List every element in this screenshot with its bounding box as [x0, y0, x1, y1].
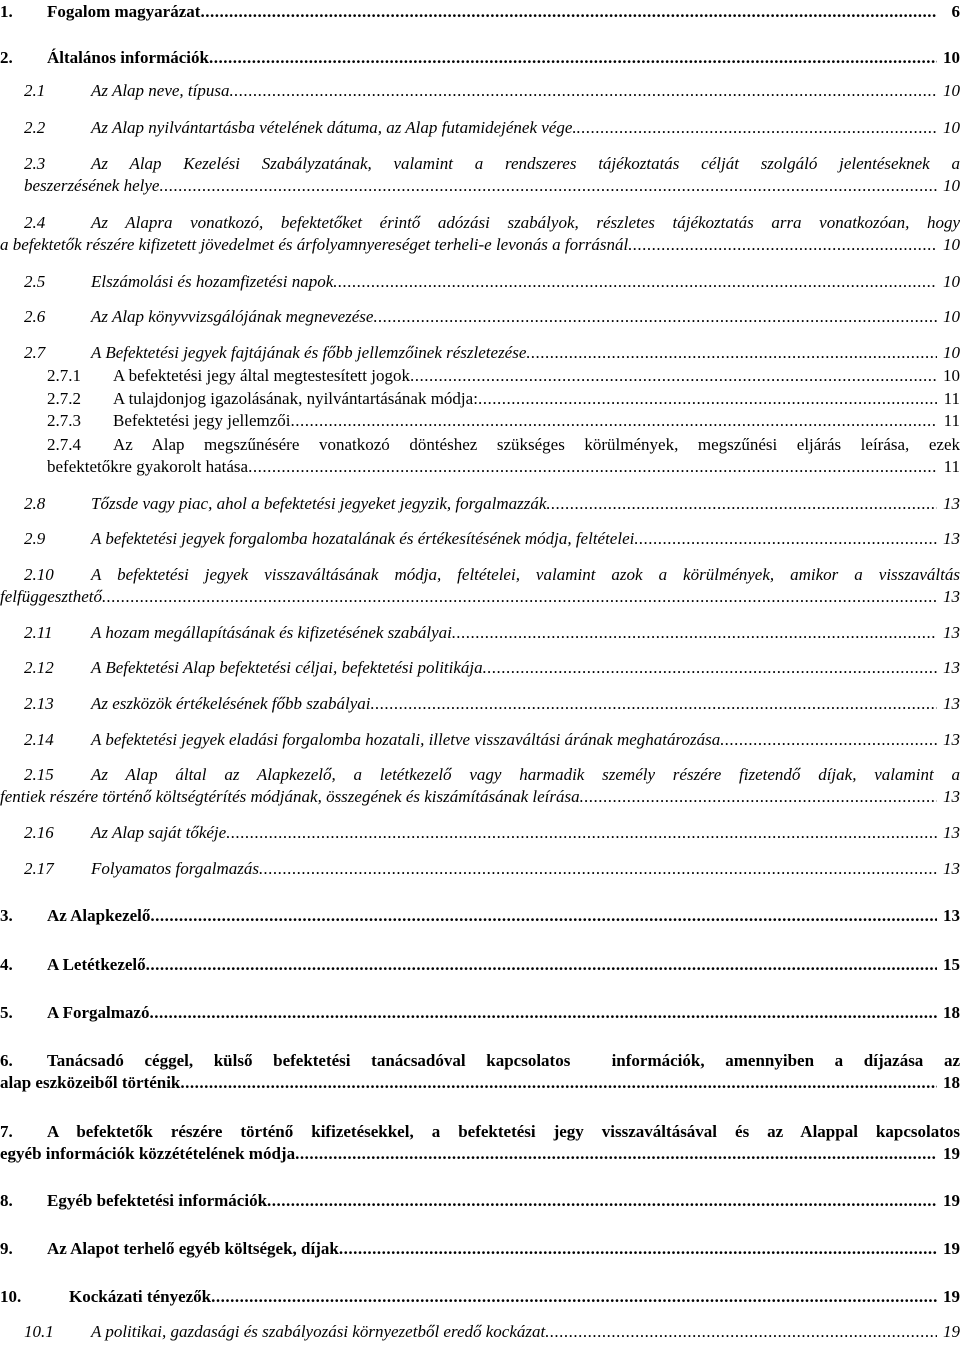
toc-entry-7[interactable] [0, 1121, 960, 1165]
dot-leader [149, 1002, 937, 1024]
toc-page-number: 10 [943, 272, 960, 291]
toc-page-number: 19 [943, 1322, 960, 1341]
toc-title: A Forgalmazó [47, 1003, 150, 1022]
toc-title-line-2: a befektetők részére kifizetett jövedelmet és árfolyamnyereséget terheli-e levonás a forrásnál [0, 235, 629, 254]
toc-title: Az Alap saját tőkéje [91, 823, 227, 842]
toc-page-number: 13 [943, 859, 960, 878]
toc-entry-2-16[interactable] [0, 822, 960, 844]
toc-title: Befektetési jegy jellemzői [113, 411, 291, 430]
dot-leader [230, 80, 938, 102]
toc-title: A politikai, gazdasági és szabályozási környezetből eredő kockázat [91, 1322, 546, 1341]
toc-page-number: 10 [943, 81, 960, 100]
dot-leader [546, 493, 937, 515]
toc-number: 3. [0, 906, 13, 925]
toc-page-number: 18 [943, 1073, 960, 1092]
dot-leader [634, 528, 937, 550]
toc-title: Az eszközök értékelésének főbb szabályai [91, 694, 371, 713]
toc-number: 9. [0, 1239, 13, 1258]
toc-title: Az Alap nyilvántartásba vételének dátuma, az Alap futamidejének vége. [91, 118, 577, 137]
toc-title-line-1: Az Alapra vonatkozó, befektetőket érintő adózási szabályok, részletes tájékoztatás arra vonatkozóan, hogy [91, 213, 960, 232]
toc-number: 2.8 [24, 494, 46, 513]
toc-page-number: 13 [943, 694, 960, 713]
toc-number: 2.2 [24, 118, 46, 137]
toc-page-number: 11 [943, 389, 960, 408]
toc-title-line-2: fentiek részére történő költségtérítés módjának, összegének és kiszámításának leírása [0, 787, 580, 806]
toc-number: 2. [0, 48, 13, 67]
toc-number: 2.12 [24, 658, 54, 677]
toc-title: A tulajdonjog igazolásának, nyilvántartásának módja: [113, 389, 478, 408]
dot-leader [478, 388, 937, 410]
dot-leader [226, 822, 937, 844]
dot-leader [180, 1072, 937, 1094]
toc-page-number: 13 [943, 906, 960, 925]
toc-entry-2-1[interactable] [0, 80, 960, 102]
toc-entry-2-7-4[interactable] [0, 434, 960, 478]
dot-leader [150, 905, 937, 927]
toc-page-number: 10 [943, 118, 960, 137]
toc-title: Folyamatos forgalmazás [91, 859, 259, 878]
toc-number: 2.15 [24, 765, 54, 784]
toc-page-number: 10 [943, 176, 960, 195]
toc-entry-2-14[interactable] [0, 729, 960, 751]
toc-page-number: 6 [951, 2, 960, 21]
toc-title: A hozam megállapításának és kifizetésének szabályai [91, 623, 452, 642]
toc-page-number: 19 [943, 1287, 960, 1306]
dot-leader [295, 1143, 937, 1165]
dot-leader [248, 456, 937, 478]
toc-title: Elszámolási és hozamfizetési napok [91, 272, 334, 291]
toc-number: 2.9 [24, 529, 46, 548]
toc-number: 4. [0, 955, 13, 974]
toc-number: 2.7.2 [47, 389, 81, 408]
toc-entry-2-6[interactable] [0, 306, 960, 328]
toc-title: Tőzsde vagy piac, ahol a befektetési jegyeket jegyzik, forgalmazzák [91, 494, 547, 513]
toc-entry-2-10[interactable] [0, 564, 960, 608]
toc-page-number: 19 [943, 1191, 960, 1210]
toc-number: 5. [0, 1003, 13, 1022]
toc-number: 6. [0, 1051, 13, 1070]
toc-number: 2.10 [24, 565, 54, 584]
toc-entry-2-4[interactable] [0, 212, 960, 256]
toc-page-number: 10 [943, 307, 960, 326]
dot-leader [580, 786, 937, 808]
toc-title: Általános információk [47, 48, 209, 67]
toc-title: A befektetési jegy által megtestesített jogok [113, 366, 410, 385]
toc-number: 2.1 [24, 81, 46, 100]
toc-number: 2.5 [24, 272, 46, 291]
toc-entry-3[interactable] [0, 905, 960, 927]
toc-title: Egyéb befektetési információk [47, 1191, 268, 1210]
toc-number: 2.7.3 [47, 411, 81, 430]
toc-page-number: 13 [943, 730, 960, 749]
toc-title: Az Alap neve, típusa [91, 81, 230, 100]
dot-leader [159, 175, 937, 197]
toc-entry-8[interactable] [0, 1190, 960, 1212]
toc-entry-2-15[interactable] [0, 764, 960, 808]
toc-title: A befektetési jegyek eladási forgalomba hozatali, illetve visszaváltási árának meghatározása [91, 730, 721, 749]
toc-number: 2.16 [24, 823, 54, 842]
dot-leader [200, 1, 937, 23]
toc-entry-2-8[interactable] [0, 493, 960, 515]
toc-entry-4[interactable] [0, 954, 960, 976]
toc-number: 8. [0, 1191, 13, 1210]
toc-page-number: 10 [943, 343, 960, 362]
toc-entry-10-1[interactable] [0, 1321, 960, 1343]
toc-number: 7. [0, 1122, 13, 1141]
toc-title: Az Alapkezelő [47, 906, 151, 925]
dot-leader [720, 729, 937, 751]
toc-number: 10. [0, 1287, 22, 1306]
toc-page-number: 15 [943, 955, 960, 974]
dot-leader [102, 586, 937, 608]
toc-title: A Befektetési jegyek fajtájának és főbb jellemzőinek részletezése [91, 343, 527, 362]
toc-title-line-2: egyéb információk közzétételének módja [0, 1144, 296, 1163]
toc-title: A befektetési jegyek forgalomba hozatalának és értékesítésének módja, feltételei [91, 529, 635, 548]
toc-page-number: 13 [943, 658, 960, 677]
toc-page-number: 10 [943, 235, 960, 254]
toc-title-line-2: beszerzésének helye [24, 176, 160, 195]
toc-entry-2-9[interactable] [0, 528, 960, 550]
dot-leader [291, 410, 938, 432]
toc-number: 2.17 [24, 859, 54, 878]
dot-leader [545, 1321, 937, 1343]
toc-entry-2[interactable] [0, 47, 960, 69]
toc-entry-6[interactable] [0, 1050, 960, 1094]
toc-page-number: 13 [943, 623, 960, 642]
toc-number: 2.7.1 [47, 366, 81, 385]
dot-leader [209, 47, 937, 69]
toc-page-number: 19 [943, 1144, 960, 1163]
toc-number: 2.3 [24, 154, 46, 173]
toc-title-line-1: Az Alap megszűnésére vonatkozó döntéshez szükséges körülmények, megszűnési eljárás leírása, ezek [113, 435, 960, 454]
toc-entry-10[interactable] [0, 1286, 960, 1308]
toc-number: 2.6 [24, 307, 46, 326]
dot-leader [259, 858, 937, 880]
toc-page-number: 11 [943, 411, 960, 430]
dot-leader [146, 954, 937, 976]
toc-page-number: 13 [943, 529, 960, 548]
toc-page-number: 13 [943, 587, 960, 606]
toc-entry-2-2[interactable] [0, 117, 960, 139]
dot-leader [483, 657, 937, 679]
toc-title-line-1: A befektetési jegyek visszaváltásának módja, feltételei, valamint azok a körülmények, amikor a visszaváltás [91, 565, 960, 584]
toc-page-number: 10 [943, 48, 960, 67]
toc-title-line-2: alap eszközeiből történik [0, 1073, 181, 1092]
toc-number: 1. [0, 2, 13, 21]
toc-entry-2-13[interactable] [0, 693, 960, 715]
dot-leader [526, 342, 937, 364]
toc-title: A Letétkezelő [47, 955, 146, 974]
toc-title-line-1: Az Alap Kezelési Szabályzatának, valamint a rendszeres tájékoztatás célját szolgáló jelentéseknek a [91, 154, 960, 173]
toc-entry-2-7-3[interactable] [0, 410, 960, 432]
toc-title: A Befektetési Alap befektetési céljai, befektetési politikája [91, 658, 483, 677]
dot-leader [267, 1190, 937, 1212]
toc-number: 2.11 [24, 623, 53, 642]
toc-title: Kockázati tényezők [69, 1287, 212, 1306]
toc-entry-2-12[interactable] [0, 657, 960, 679]
toc-number: 2.4 [24, 213, 46, 232]
dot-leader [333, 271, 937, 293]
toc-page-number: 13 [943, 494, 960, 513]
toc-page-number: 11 [943, 457, 960, 476]
toc-title-line-1: Az Alap által az Alapkezelő, a letétkezelő vagy harmadik személy részére fizetendő díjak, valamint a [91, 765, 960, 784]
dot-leader [410, 365, 937, 387]
dot-leader [628, 234, 937, 256]
dot-leader [339, 1238, 937, 1260]
toc-title: Fogalom magyarázat [47, 2, 201, 21]
toc-page-number: 19 [943, 1239, 960, 1258]
toc-title-line-1: Tanácsadó céggel, külső befektetési tanácsadóval kapcsolatos információk, amennyiben a díjazása az [47, 1051, 960, 1070]
toc-number: 10.1 [24, 1322, 54, 1341]
toc-page-number: 13 [943, 787, 960, 806]
toc-entry-2-3[interactable] [0, 153, 960, 197]
toc-entry-2-7-1[interactable] [0, 365, 960, 387]
toc-entry-9[interactable] [0, 1238, 960, 1260]
toc-title: Az Alapot terhelő egyéb költségek, díjak [47, 1239, 339, 1258]
toc-entry-2-7[interactable] [0, 342, 960, 364]
toc-entry-2-7-2[interactable] [0, 388, 960, 410]
toc-entry-2-5[interactable] [0, 271, 960, 293]
toc-number: 2.7 [24, 343, 46, 362]
toc-page-number: 13 [943, 823, 960, 842]
toc-title: Az Alap könyvvizsgálójának megnevezése [91, 307, 374, 326]
toc-entry-2-17[interactable] [0, 858, 960, 880]
dot-leader [577, 117, 937, 139]
toc-page-number: 18 [943, 1003, 960, 1022]
toc-title-line-2: felfüggeszthető [0, 587, 102, 606]
toc-entry-2-11[interactable] [0, 622, 960, 644]
dot-leader [452, 622, 937, 644]
toc-title-line-1: A befektetők részére történő kifizetésekkel, a befektetési jegy visszaváltásával és az Alappal kapcsolatos [47, 1122, 960, 1141]
dot-leader [373, 306, 937, 328]
dot-leader [370, 693, 937, 715]
toc-number: 2.14 [24, 730, 54, 749]
toc-page-number: 10 [943, 366, 960, 385]
toc-title-line-2: befektetőkre gyakorolt hatása [47, 457, 249, 476]
toc-number: 2.13 [24, 694, 54, 713]
toc-entry-1[interactable] [0, 1, 960, 23]
toc-number: 2.7.4 [47, 435, 81, 454]
dot-leader [211, 1286, 937, 1308]
toc-entry-5[interactable] [0, 1002, 960, 1024]
